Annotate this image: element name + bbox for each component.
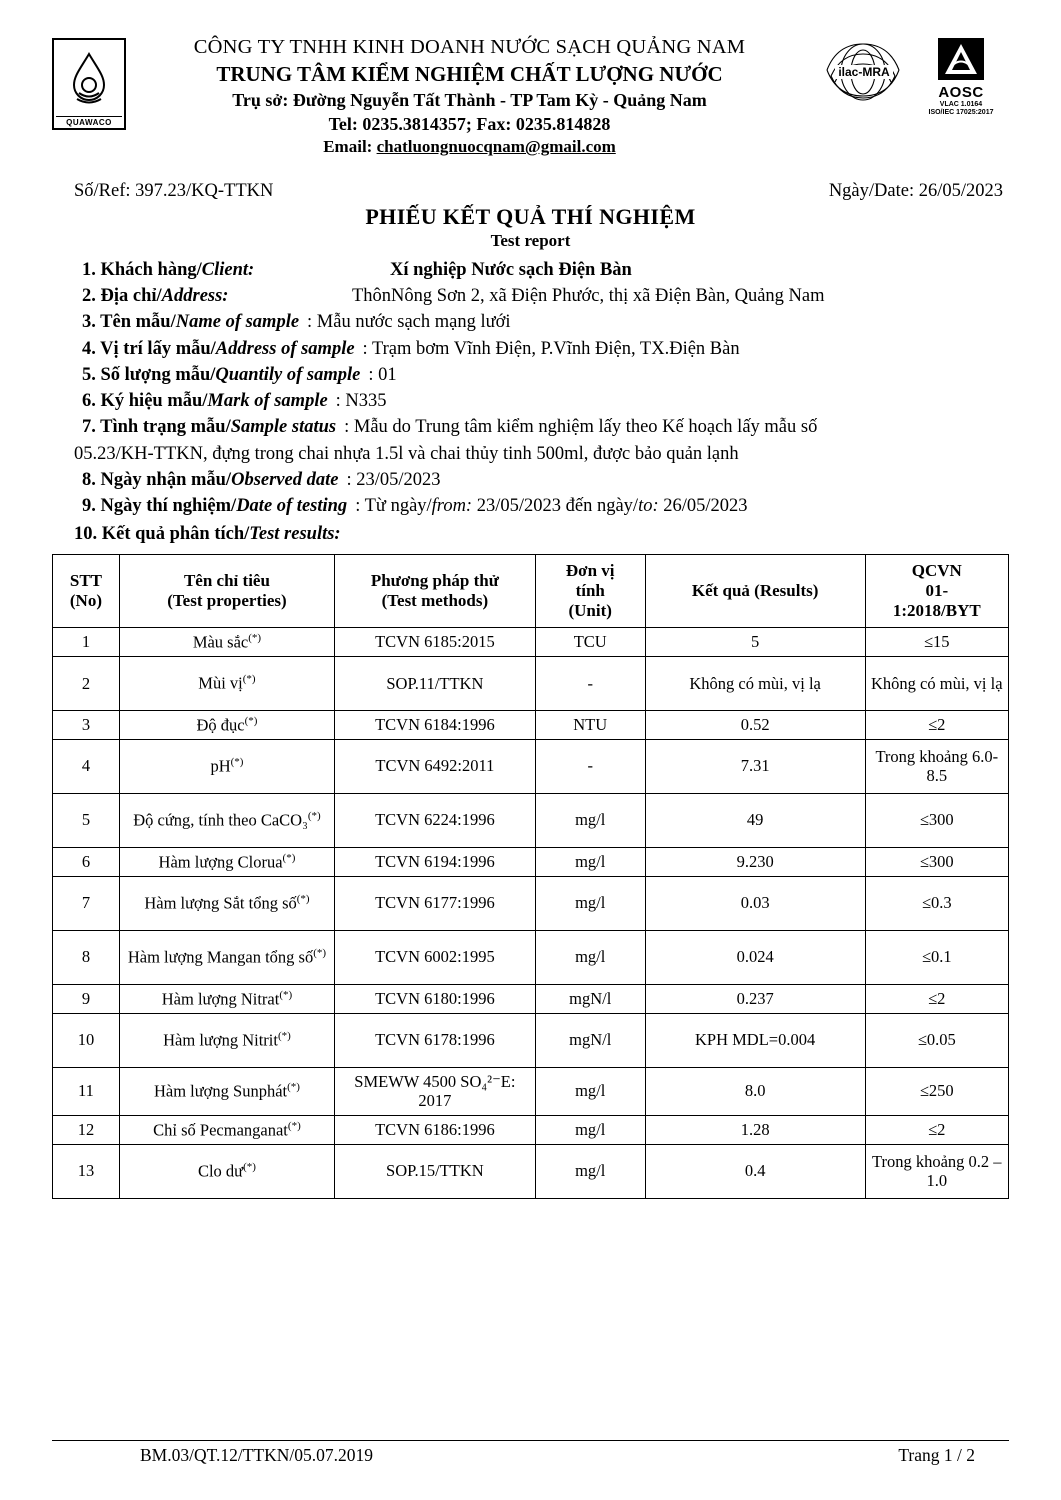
office-address: Trụ sở: Đường Nguyễn Tất Thành - TP Tam Kỳ - Quảng Nam <box>232 89 707 110</box>
cell-result: 8.0 <box>645 1067 865 1115</box>
cell-test-property: Độ cứng, tính theo CaCO₃(*) <box>119 793 334 847</box>
cell-test-method: SMEWW 4500 SO₄²⁻E: 2017 <box>335 1067 536 1115</box>
cell-test-property: Độ đục(*) <box>119 710 334 739</box>
page-number: Trang 1 / 2 <box>898 1445 975 1465</box>
cell-result: 0.237 <box>645 984 865 1013</box>
field-test-results-heading: 10. Kết quả phân tích/Test results: <box>74 524 341 545</box>
email-address[interactable]: chatluongnuocqnam@gmail.com <box>376 137 616 157</box>
cell-unit: mg/l <box>535 1067 645 1115</box>
table-row <box>53 1013 1009 1067</box>
cell-result: 49 <box>645 793 865 847</box>
cell-test-property: Hàm lượng Sắt tổng số(*) <box>119 876 334 930</box>
cell-test-method: TCVN 6224:1996 <box>335 793 536 847</box>
field-sample-status-label: 7. Tình trạng mẫu/Sample status <box>82 417 337 438</box>
phone-fax: Tel: 0235.3814357; Fax: 0235.814828 <box>328 113 611 134</box>
cell-unit: NTU <box>535 710 645 739</box>
water-drop-icon <box>56 43 122 116</box>
field-sample-mark-label: 6. Ký hiệu mẫu/Mark of sample <box>82 391 328 412</box>
field-address-value: ThônNông Sơn 2, xã Điện Phước, thị xã Điện Bàn, Quảng Nam <box>352 285 825 306</box>
cell-stt: 6 <box>53 847 120 876</box>
field-sample-location-label: 4. Vị trí lấy mẫu/Address of sample <box>82 338 355 359</box>
cell-qcvn-limit: ≤0.05 <box>865 1013 1008 1067</box>
field-observed-date-value: : 23/05/2023 <box>346 469 441 490</box>
field-client-label: 1. Khách hàng/Client: <box>82 259 255 280</box>
field-sample-quantity-value: : 01 <box>368 364 397 385</box>
cell-test-property: Chỉ số Pecmanganat(*) <box>119 1115 334 1144</box>
cell-stt: 1 <box>53 627 120 656</box>
cell-test-property: Mùi vị(*) <box>119 656 334 710</box>
company-name: CÔNG TY TNHH KINH DOANH NƯỚC SẠCH QUẢNG NAM <box>193 36 746 58</box>
field-testing-date-value: : Từ ngày/from: 23/05/2023 đến ngày/to: 26/05/2023 <box>355 496 748 517</box>
table-row <box>53 656 1009 710</box>
cell-unit: - <box>535 739 645 793</box>
center-name: TRUNG TÂM KIỂM NGHIỆM CHẤT LƯỢNG NƯỚC <box>216 62 723 87</box>
field-sample-status-continued: 05.23/KH-TTKN, đựng trong chai nhựa 1.5l và chai thủy tinh 500ml, được bảo quản lạnh <box>74 443 739 464</box>
th-stt: STT (No) <box>53 554 120 627</box>
table-row <box>53 876 1009 930</box>
field-sample-location-value: : Trạm bơm Vĩnh Điện, P.Vĩnh Điện, TX.Điện Bàn <box>362 338 740 359</box>
field-sample-quantity <box>52 362 1009 388</box>
field-sample-mark-value: : N335 <box>335 391 387 412</box>
cell-stt: 9 <box>53 984 120 1013</box>
cell-test-method: TCVN 6177:1996 <box>335 876 536 930</box>
sample-info-fields <box>52 257 1009 548</box>
field-address-label: 2. Địa chỉ/Address: <box>82 285 229 306</box>
cell-result: 0.03 <box>645 876 865 930</box>
table-row <box>53 1115 1009 1144</box>
cell-stt: 2 <box>53 656 120 710</box>
cell-result: 7.31 <box>645 739 865 793</box>
accreditation-marks <box>813 36 1009 117</box>
cell-stt: 10 <box>53 1013 120 1067</box>
field-sample-name-value: : Mẫu nước sạch mạng lưới <box>307 312 511 333</box>
cell-test-property: Hàm lượng Clorua(*) <box>119 847 334 876</box>
cell-result: 1.28 <box>645 1115 865 1144</box>
table-row <box>53 739 1009 793</box>
form-code: BM.03/QT.12/TTKN/05.07.2019 <box>140 1445 374 1465</box>
cell-unit: - <box>535 656 645 710</box>
cell-result: 9.230 <box>645 847 865 876</box>
cell-test-property: Hàm lượng Nitrat(*) <box>119 984 334 1013</box>
field-client <box>52 257 1009 283</box>
cell-unit: mg/l <box>535 1115 645 1144</box>
table-row <box>53 930 1009 984</box>
table-header-row <box>53 554 1009 627</box>
cell-test-property: Màu sắc(*) <box>119 627 334 656</box>
cell-qcvn-limit: ≤2 <box>865 984 1008 1013</box>
cell-qcvn-limit: Không có mùi, vị lạ <box>865 656 1008 710</box>
page-subtitle: Test report <box>490 230 571 250</box>
field-sample-status <box>52 414 1009 440</box>
email-label: Email: <box>323 137 377 157</box>
cell-result: 0.024 <box>645 930 865 984</box>
cell-test-method: SOP.11/TTKN <box>335 656 536 710</box>
logo-caption: QUAWACO <box>56 116 122 127</box>
cell-unit: mg/l <box>535 876 645 930</box>
cell-qcvn-limit: ≤2 <box>865 710 1008 739</box>
field-address <box>52 283 1009 309</box>
th-results: Kết quả (Results) <box>645 554 865 627</box>
field-sample-mark <box>52 388 1009 414</box>
cell-test-method: TCVN 6180:1996 <box>335 984 536 1013</box>
cell-test-property: pH(*) <box>119 739 334 793</box>
cell-result: 0.4 <box>645 1144 865 1198</box>
ilac-mra-icon <box>821 36 905 108</box>
aosc-mark <box>913 36 1009 117</box>
field-testing-date-label: 9. Ngày thí nghiệm/Date of testing <box>82 496 348 517</box>
cell-stt: 3 <box>53 710 120 739</box>
field-client-value: Xí nghiệp Nước sạch Điện Bàn <box>390 259 632 280</box>
cell-qcvn-limit: ≤2 <box>865 1115 1008 1144</box>
field-sample-status-value: : Mẫu do Trung tâm kiểm nghiệm lấy theo Kế hoạch lấy mẫu số <box>344 417 818 438</box>
test-results-table <box>52 554 1009 1199</box>
th-test-methods: Phương pháp thử (Test methods) <box>335 554 536 627</box>
cell-stt: 8 <box>53 930 120 984</box>
cell-unit: mg/l <box>535 930 645 984</box>
page-title: PHIẾU KẾT QUẢ THÍ NGHIỆM <box>365 203 696 229</box>
cell-test-property: Clo dư(*) <box>119 1144 334 1198</box>
cell-result: Không có mùi, vị lạ <box>645 656 865 710</box>
cell-unit: mg/l <box>535 793 645 847</box>
cell-test-method: TCVN 6186:1996 <box>335 1115 536 1144</box>
cell-unit: TCU <box>535 627 645 656</box>
header-text-block <box>126 34 813 159</box>
cell-stt: 4 <box>53 739 120 793</box>
ref-and-date-row <box>52 181 1009 202</box>
cell-result: 0.52 <box>645 710 865 739</box>
cell-stt: 5 <box>53 793 120 847</box>
cell-stt: 11 <box>53 1067 120 1115</box>
cell-stt: 12 <box>53 1115 120 1144</box>
cell-qcvn-limit: ≤300 <box>865 793 1008 847</box>
cell-test-property: Hàm lượng Mangan tổng số(*) <box>119 930 334 984</box>
cell-test-property: Hàm lượng Nitrit(*) <box>119 1013 334 1067</box>
table-row <box>53 710 1009 739</box>
cell-unit: mg/l <box>535 847 645 876</box>
cell-qcvn-limit: ≤0.3 <box>865 876 1008 930</box>
ref-number: Số/Ref: 397.23/KQ-TTKN <box>74 180 274 201</box>
cell-qcvn-limit: ≤250 <box>865 1067 1008 1115</box>
email-line <box>132 136 807 158</box>
aosc-logo-icon <box>936 36 986 82</box>
cell-qcvn-limit: ≤15 <box>865 627 1008 656</box>
table-row <box>53 793 1009 847</box>
cell-qcvn-limit: Trong khoảng 0.2 – 1.0 <box>865 1144 1008 1198</box>
cell-test-method: TCVN 6184:1996 <box>335 710 536 739</box>
table-row <box>53 1067 1009 1115</box>
table-row <box>53 1144 1009 1198</box>
cell-test-method: TCVN 6194:1996 <box>335 847 536 876</box>
field-sample-location <box>52 336 1009 362</box>
aosc-label: AOSC <box>938 84 984 101</box>
cell-test-property: Hàm lượng Sunphát(*) <box>119 1067 334 1115</box>
table-row <box>53 984 1009 1013</box>
page-footer <box>52 1440 1009 1466</box>
cell-unit: mgN/l <box>535 1013 645 1067</box>
th-qcvn: QCVN 01- 1:2018/BYT <box>865 554 1008 627</box>
field-testing-date <box>52 493 1009 519</box>
table-row <box>53 627 1009 656</box>
document-header <box>52 24 1009 159</box>
cell-test-method: TCVN 6492:2011 <box>335 739 536 793</box>
cell-test-method: TCVN 6185:2015 <box>335 627 536 656</box>
table-body <box>53 627 1009 1198</box>
cell-qcvn-limit: ≤300 <box>865 847 1008 876</box>
field-observed-date <box>52 467 1009 493</box>
iso-code: ISO/IEC 17025:2017 <box>928 109 994 117</box>
th-unit: Đơn vị tính (Unit) <box>535 554 645 627</box>
field-sample-name <box>52 309 1009 335</box>
svg-text:ilac-MRA: ilac-MRA <box>838 65 890 79</box>
cell-qcvn-limit: ≤0.1 <box>865 930 1008 984</box>
vlac-code: VLAC 1.0164 <box>939 101 983 108</box>
cell-test-method: TCVN 6178:1996 <box>335 1013 536 1067</box>
field-observed-date-label: 8. Ngày nhận mẫu/Observed date <box>82 469 339 490</box>
table-row <box>53 847 1009 876</box>
cell-test-method: SOP.15/TTKN <box>335 1144 536 1198</box>
cell-unit: mgN/l <box>535 984 645 1013</box>
cell-test-method: TCVN 6002:1995 <box>335 930 536 984</box>
field-sample-name-label: 3. Tên mẫu/Name of sample <box>82 312 300 333</box>
company-logo <box>52 38 126 130</box>
cell-stt: 7 <box>53 876 120 930</box>
th-test-properties: Tên chỉ tiêu (Test properties) <box>119 554 334 627</box>
cell-result: KPH MDL=0.004 <box>645 1013 865 1067</box>
field-sample-quantity-label: 5. Số lượng mẫu/Quantily of sample <box>82 364 361 385</box>
cell-stt: 13 <box>53 1144 120 1198</box>
issue-date: Ngày/Date: 26/05/2023 <box>828 180 1003 201</box>
cell-unit: mg/l <box>535 1144 645 1198</box>
cell-qcvn-limit: Trong khoảng 6.0-8.5 <box>865 739 1008 793</box>
cell-result: 5 <box>645 627 865 656</box>
